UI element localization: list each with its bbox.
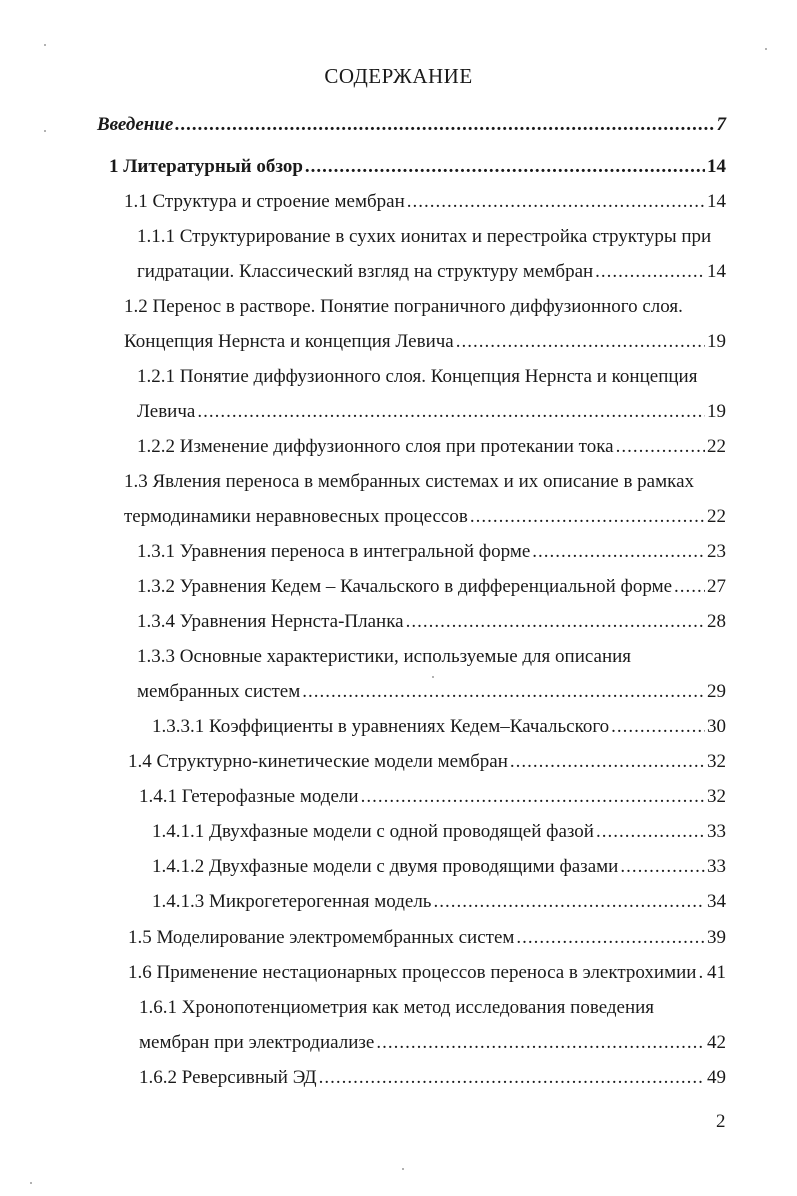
toc-entry-text: 1.6.2 Реверсивный ЭД [139,1067,317,1088]
toc-entry-page: 32 [707,751,726,772]
toc-entry[interactable] [0,607,797,637]
toc-entry[interactable] [0,817,797,847]
toc-entry[interactable] [0,712,797,742]
toc-entry[interactable] [0,887,797,917]
toc-entry-page: 22 [707,506,726,527]
toc-leader-dots [620,852,705,882]
toc-entry[interactable] [0,502,797,532]
toc-entry[interactable] [0,852,797,882]
toc-entry[interactable] [0,782,797,812]
toc-entry-text: 1.1 Структура и строение мембран [124,191,405,212]
toc-entry-page: 33 [707,856,726,877]
toc-entry[interactable] [0,362,797,392]
toc-entry-text: термодинамики неравновесных процессов [124,506,468,527]
toc-leader-dots [510,747,705,777]
toc-leader-dots [674,572,705,602]
toc-entry-page: 33 [707,821,726,842]
toc-entry[interactable] [0,993,797,1023]
toc-entry-page: 7 [716,114,726,135]
toc-entry-text: 1 Литературный обзор [109,156,303,177]
toc-entry-text: 1.3.4 Уравнения Нернста-Планка [137,611,404,632]
scan-speck [402,1168,404,1170]
toc-entry[interactable] [0,537,797,567]
toc-entry-literature-review[interactable] [0,152,797,182]
toc-leader-dots [361,782,705,812]
toc-entry-page: 19 [707,401,726,422]
toc-entry-text: Концепция Нернста и концепция Левича [124,331,454,352]
toc-entry-page: 23 [707,541,726,562]
toc-entry-text: 1.3.1 Уравнения переноса в интегральной форме [137,541,531,562]
toc-entry-text: 1.3.2 Уравнения Кедем – Качальского в дифференциальной форме [137,576,673,597]
toc-leader-dots [175,110,714,140]
toc-entry[interactable] [0,257,797,287]
toc-entry-page: 29 [707,681,726,702]
scan-speck [432,676,434,678]
toc-leader-dots [319,1063,705,1093]
scan-speck [765,48,767,50]
toc-entry-text: 1.4.1.1 Двухфазные модели с одной проводящей фазой [152,821,594,842]
toc-entry[interactable] [0,467,797,497]
toc-entry[interactable] [0,1028,797,1058]
toc-entry-page: 30 [707,716,726,737]
toc-entry-text: Левича [137,401,196,422]
toc-entry-text: 1.4.1 Гетерофазные модели [139,786,359,807]
page-number: 2 [716,1111,726,1132]
toc-entry[interactable] [0,747,797,777]
toc-entry-text: гидратации. Классический взгляд на структуру мембран [137,261,594,282]
scan-speck [30,1182,32,1184]
toc-leader-dots [516,923,705,953]
toc-entry-page: 32 [707,786,726,807]
toc-entry-page: 14 [707,156,726,177]
toc-leader-dots [407,187,705,217]
toc-entry[interactable] [0,187,797,217]
toc-leader-dots [456,327,705,357]
toc-entry-page: 49 [707,1067,726,1088]
toc-leader-dots [596,817,705,847]
toc-entry-page: 28 [707,611,726,632]
toc-leader-dots [433,887,705,917]
scan-speck [44,44,46,46]
toc-leader-dots [305,152,705,182]
toc-leader-dots [376,1028,705,1058]
toc-entry[interactable] [0,1063,797,1093]
toc-entry[interactable] [0,677,797,707]
toc-entry[interactable] [0,222,797,252]
toc-entry[interactable] [0,958,797,988]
scan-speck [44,130,46,132]
toc-entry-text: 1.1.1 Структурирование в сухих ионитах и перестройка структуры при [137,226,712,247]
toc-entry-text: 1.3.3 Основные характеристики, используемые для описания [137,646,632,667]
toc-entry-text: 1.4.1.2 Двухфазные модели с двумя проводящими фазами [152,856,619,877]
toc-entry[interactable] [0,397,797,427]
toc-leader-dots [616,432,705,462]
toc-entry-introduction[interactable] [0,110,797,140]
toc-entry[interactable] [0,292,797,322]
toc-leader-dots [698,958,705,988]
toc-entry-page: 22 [707,436,726,457]
toc-entry-text: мембранных систем [137,681,301,702]
toc-entry-text: 1.6 Применение нестационарных процессов переноса в электрохимии [128,962,697,983]
toc-entry-text: 1.2.1 Понятие диффузионного слоя. Концепция Нернста и концепция [137,366,698,387]
toc-entry-page: 42 [707,1032,726,1053]
toc-entry-page: 19 [707,331,726,352]
toc-leader-dots [302,677,705,707]
toc-entry-page: 14 [707,191,726,212]
toc-leader-dots [611,712,705,742]
page-title: СОДЕРЖАНИЕ [324,64,473,88]
toc-entry-text: 1.4.1.3 Микрогетерогенная модель [152,891,432,912]
toc-entry-page: 14 [707,261,726,282]
toc-leader-dots [532,537,705,567]
toc-entry[interactable] [0,572,797,602]
toc-leader-dots [470,502,705,532]
toc-entry-text: 1.2.2 Изменение диффузионного слоя при протекании тока [137,436,614,457]
toc-entry-text: мембран при электродиализе [139,1032,375,1053]
toc-entry-page: 41 [707,962,726,983]
toc-entry[interactable] [0,432,797,462]
toc-entry-page: 27 [707,576,726,597]
toc-entry-text: 1.5 Моделирование электромембранных систем [128,927,515,948]
toc-leader-dots [406,607,705,637]
toc-entry[interactable] [0,327,797,357]
toc-entry-text: 1.3.3.1 Коэффициенты в уравнениях Кедем–Качальского [152,716,610,737]
toc-leader-dots [595,257,705,287]
toc-entry-page: 39 [707,927,726,948]
toc-entry-page: 34 [707,891,726,912]
toc-entry[interactable] [0,642,797,672]
toc-entry-text: 1.6.1 Хронопотенциометрия как метод исследования поведения [139,997,655,1018]
toc-entry[interactable] [0,923,797,953]
toc-entry-text: 1.3 Явления переноса в мембранных системах и их описание в рамках [124,471,694,492]
toc-entry-text: 1.2 Перенос в растворе. Понятие пограничного диффузионного слоя. [124,296,683,317]
toc-entry-text: Введение [97,114,174,135]
toc-leader-dots [197,397,705,427]
toc-entry-text: 1.4 Структурно-кинетические модели мембран [128,751,508,772]
